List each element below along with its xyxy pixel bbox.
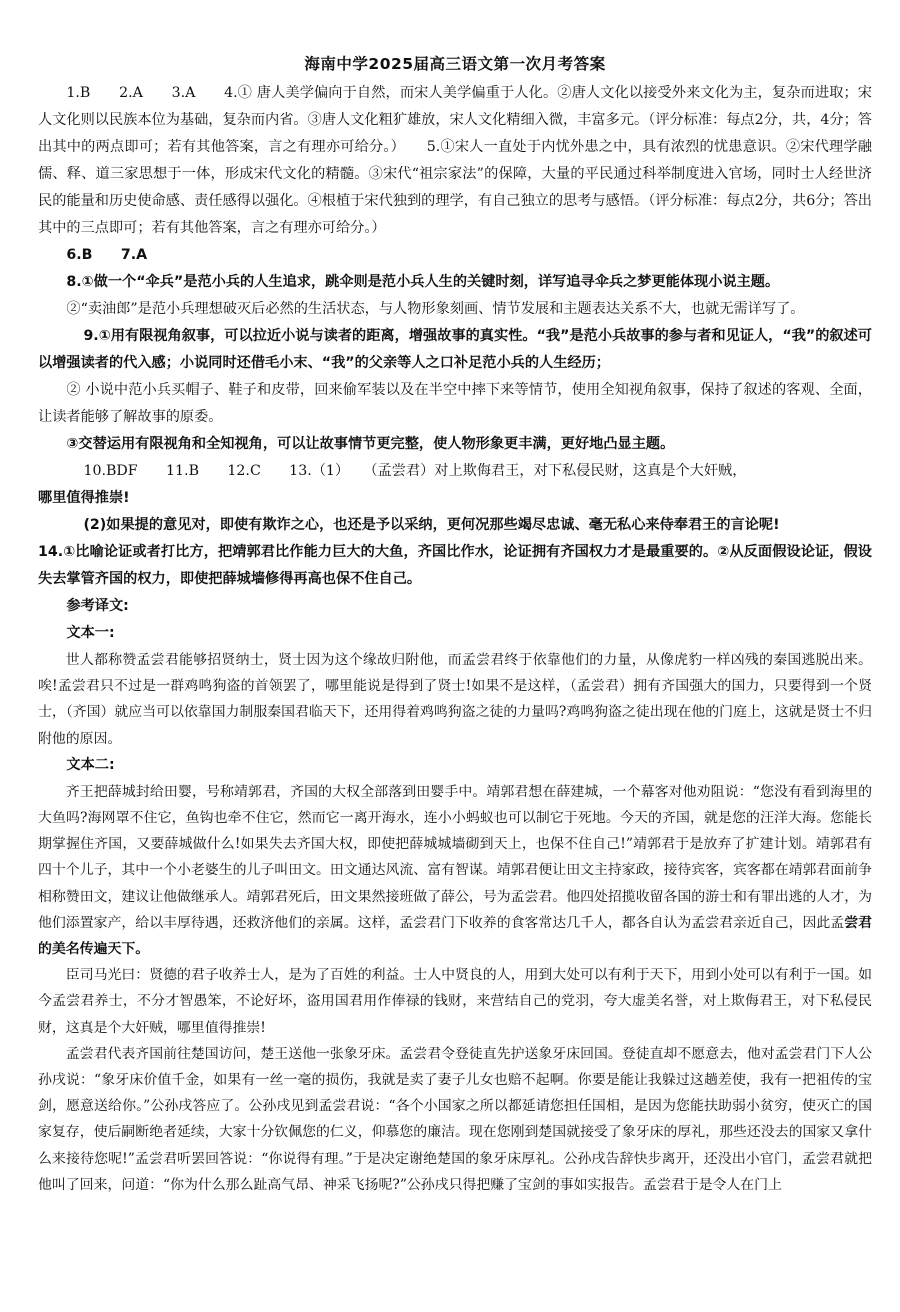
page-title: 海南中学2025届高三语文第一次月考答案 (304, 55, 606, 73)
answer-q1-5: 1.B 2.A 3.A 4.① 唐人美学偏向于自然，而宋人美学偏重于人化。②唐人文化以接受外来文化为主，复杂而进取；宋人文化则以民族本位为基础，复杂而内省。③唐人文化粗犷雄放，宋人文化精细入微，丰富多元。（评分标准：每点2分，共，4分；答出其中的两点即可；若有其他答案，言之有理亦可给分。） 5.①宋人一直处于内忧外患之中，具有浓烈的忧患意识。②宋代理学融儒、释、道三家思想于一体，形成宋代文化的精髓。③宋代“祖宗家法”的保障，大量的平民通过科举制度进入官场，同时士人经世济民的能量和历史使命感、责任感得以强化。④根植于宋代独到的理学，有自己独立的思考与感悟。（评分标准：每点2分，共6分；答出其中的三点即可；若有其他答案，言之有理亦可给分。） (38, 85, 872, 236)
text1-label: 文本一: (66, 625, 115, 641)
text2-part1-bold: 尝君的美名传遍天下。 (38, 914, 872, 958)
answer-q13-1-end: 哪里值得推崇! (38, 490, 130, 506)
text2-label: 文本二: (66, 756, 115, 773)
reference-heading: 参考译文: (66, 598, 129, 614)
answer-q9-point1: 9.①用有限视角叙事，可以拉近小说与读者的距离，增强故事的真实性。“我”是范小兵故事的参与者和见证人，“我”的叙述可以增强读者的代入感；小说同时还借毛小末、“我”的父亲等人之口补足范小兵的人生经历； (38, 328, 872, 371)
answer-q8-point1: 8.①做一个“伞兵”是范小兵的人生追求，跳伞则是范小兵人生的关键时刻，详写追寻伞兵之梦更能体现小说主题。 (66, 274, 780, 290)
answer-q8-point2: ②“卖油郎”是范小兵理想破灭后必然的生活状态，与人物形象刻画、情节发展和主题表达关系不大，也就无需详写了。 (66, 301, 805, 317)
answer-q6-7: 6.B 7.A (66, 247, 148, 263)
text2-translation-part2: 臣司马光曰：贤德的君子收养士人，是为了百姓的利益。士人中贤良的人，用到大处可以有利于天下，用到小处可以有利于一国。如今孟尝君养士，不分才智愚笨，不论好坏，盗用国君用作俸禄的钱财，来营结自己的党羽，夸大虚美名誉，对上欺侮君王，对下私侵民财，这真是个大奸贼，哪里值得推崇! (38, 967, 872, 1036)
text1-translation: 世人都称赞孟尝君能够招贤纳士，贤士因为这个缘故归附他，而孟尝君终于依靠他们的力量，从像虎豹一样凶残的秦国逃脱出来。唉!孟尝君只不过是一群鸡鸣狗盗的首领罢了，哪里能说是得到了贤士!如果不是这样，（孟尝君）拥有齐国强大的国力，只要得到一个贤士，（齐国）就应当可以依靠国力制服秦国君临天下，还用得着鸡鸣狗盗之徒的力量吗?鸡鸣狗盗之徒出现在他的门庭上，这就是贤士不归附他的原因。 (38, 652, 872, 747)
text2-part1-body: 齐王把薛城封给田婴，号称靖郭君，齐国的大权全部落到田婴手中。靖郭君想在薛建城，一个幕客对他劝阻说：“您没有看到海里的大鱼吗?海网罩不住它，鱼钩也牵不住它，然而它一离开海水，连小小蚂蚁也可以制它于死地。今天的齐国，就是您的汪洋大海。您能长期掌握住齐国，又要薛城做什么!如果失去齐国大权，即使把薛城城墙砌到天上，也保不住自己!”靖郭君于是放弃了扩建计划。靖郭君有四十个儿子，其中一个小老婆生的儿子叫田文。田文通达风流、富有智谋。靖郭君便让田文主持家政，接待宾客，宾客都在靖郭君面前争相称赞田文，建议让他做继承人。靖郭君死后，田文果然接班做了薛公，号为孟尝君。他四处招揽收留各国的游士和有罪出逃的人才，为他们添置家产，给以丰厚待遇，还救济他们的亲属。这样，孟尝君门下收养的食客常达几千人，都各自认为孟尝君亲近自己，因此孟 (38, 783, 872, 931)
answer-q9-point3: ③交替运用有限视角和全知视角，可以让故事情节更完整，使人物形象更丰满，更好地凸显主题。 (66, 436, 675, 452)
text2-translation-part3: 孟尝君代表齐国前往楚国访问，楚王送他一张象牙床。孟尝君令登徒直先护送象牙床回国。登徒直却不愿意去，他对孟尝君门下人公孙戌说：“象牙床价值千金，如果有一丝一毫的损伤，我就是卖了妻子儿女也赔不起啊。你要是能让我躲过这趟差使，我有一把祖传的宝剑，愿意送给你。”公孙戌答应了。公孙戌见到孟尝君说：“各个小国家之所以都延请您担任国相，是因为您能扶助弱小贫穷，使灭亡的国家复存，使后嗣断绝者延续，大家十分钦佩您的仁义，仰慕您的廉洁。现在您刚到楚国就接受了象牙床的厚礼，那些还没去的国家又拿什么来接待您呢!”孟尝君听罢回答说：“你说得有理。”于是决定谢绝楚国的象牙床厚礼。公孙戌告辞快步离开，还没出小官门，孟尝君就把他叫了回来，问道：“你为什么那么趾高气昂、神采飞扬呢?”公孙戌只得把赚了宝剑的事如实报告。孟尝君于是令人在门上 (38, 1045, 872, 1193)
answer-q14: 14.①比喻论证或者打比方，把靖郭君比作能力巨大的大鱼，齐国比作水，论证拥有齐国权力才是最重要的。②从反面假设论证，假设失去掌管齐国的权力，即使把薛城墙修得再高也保不住自己。 (38, 544, 872, 587)
answer-q10-13-text: 10.BDF 11.B 12.C 13.（1） （孟尝君）对上欺侮君王，对下私侵民财，这真是个大奸贼， (83, 463, 747, 479)
text2-translation-part1 (38, 779, 872, 962)
answer-q9-point2: ② 小说中范小兵买帽子、鞋子和皮带，回来偷军装以及在半空中摔下来等情节，使用全知视角叙事，保持了叙述的客观、全面，让读者能够了解故事的原委。 (38, 382, 872, 425)
answer-q10-13 (38, 458, 872, 485)
answer-q13-2: (2)如果提的意见对，即使有欺诈之心，也还是予以采纳，更何况那些竭尽忠诚、毫无私心来侍奉君王的言论呢! (83, 517, 780, 533)
